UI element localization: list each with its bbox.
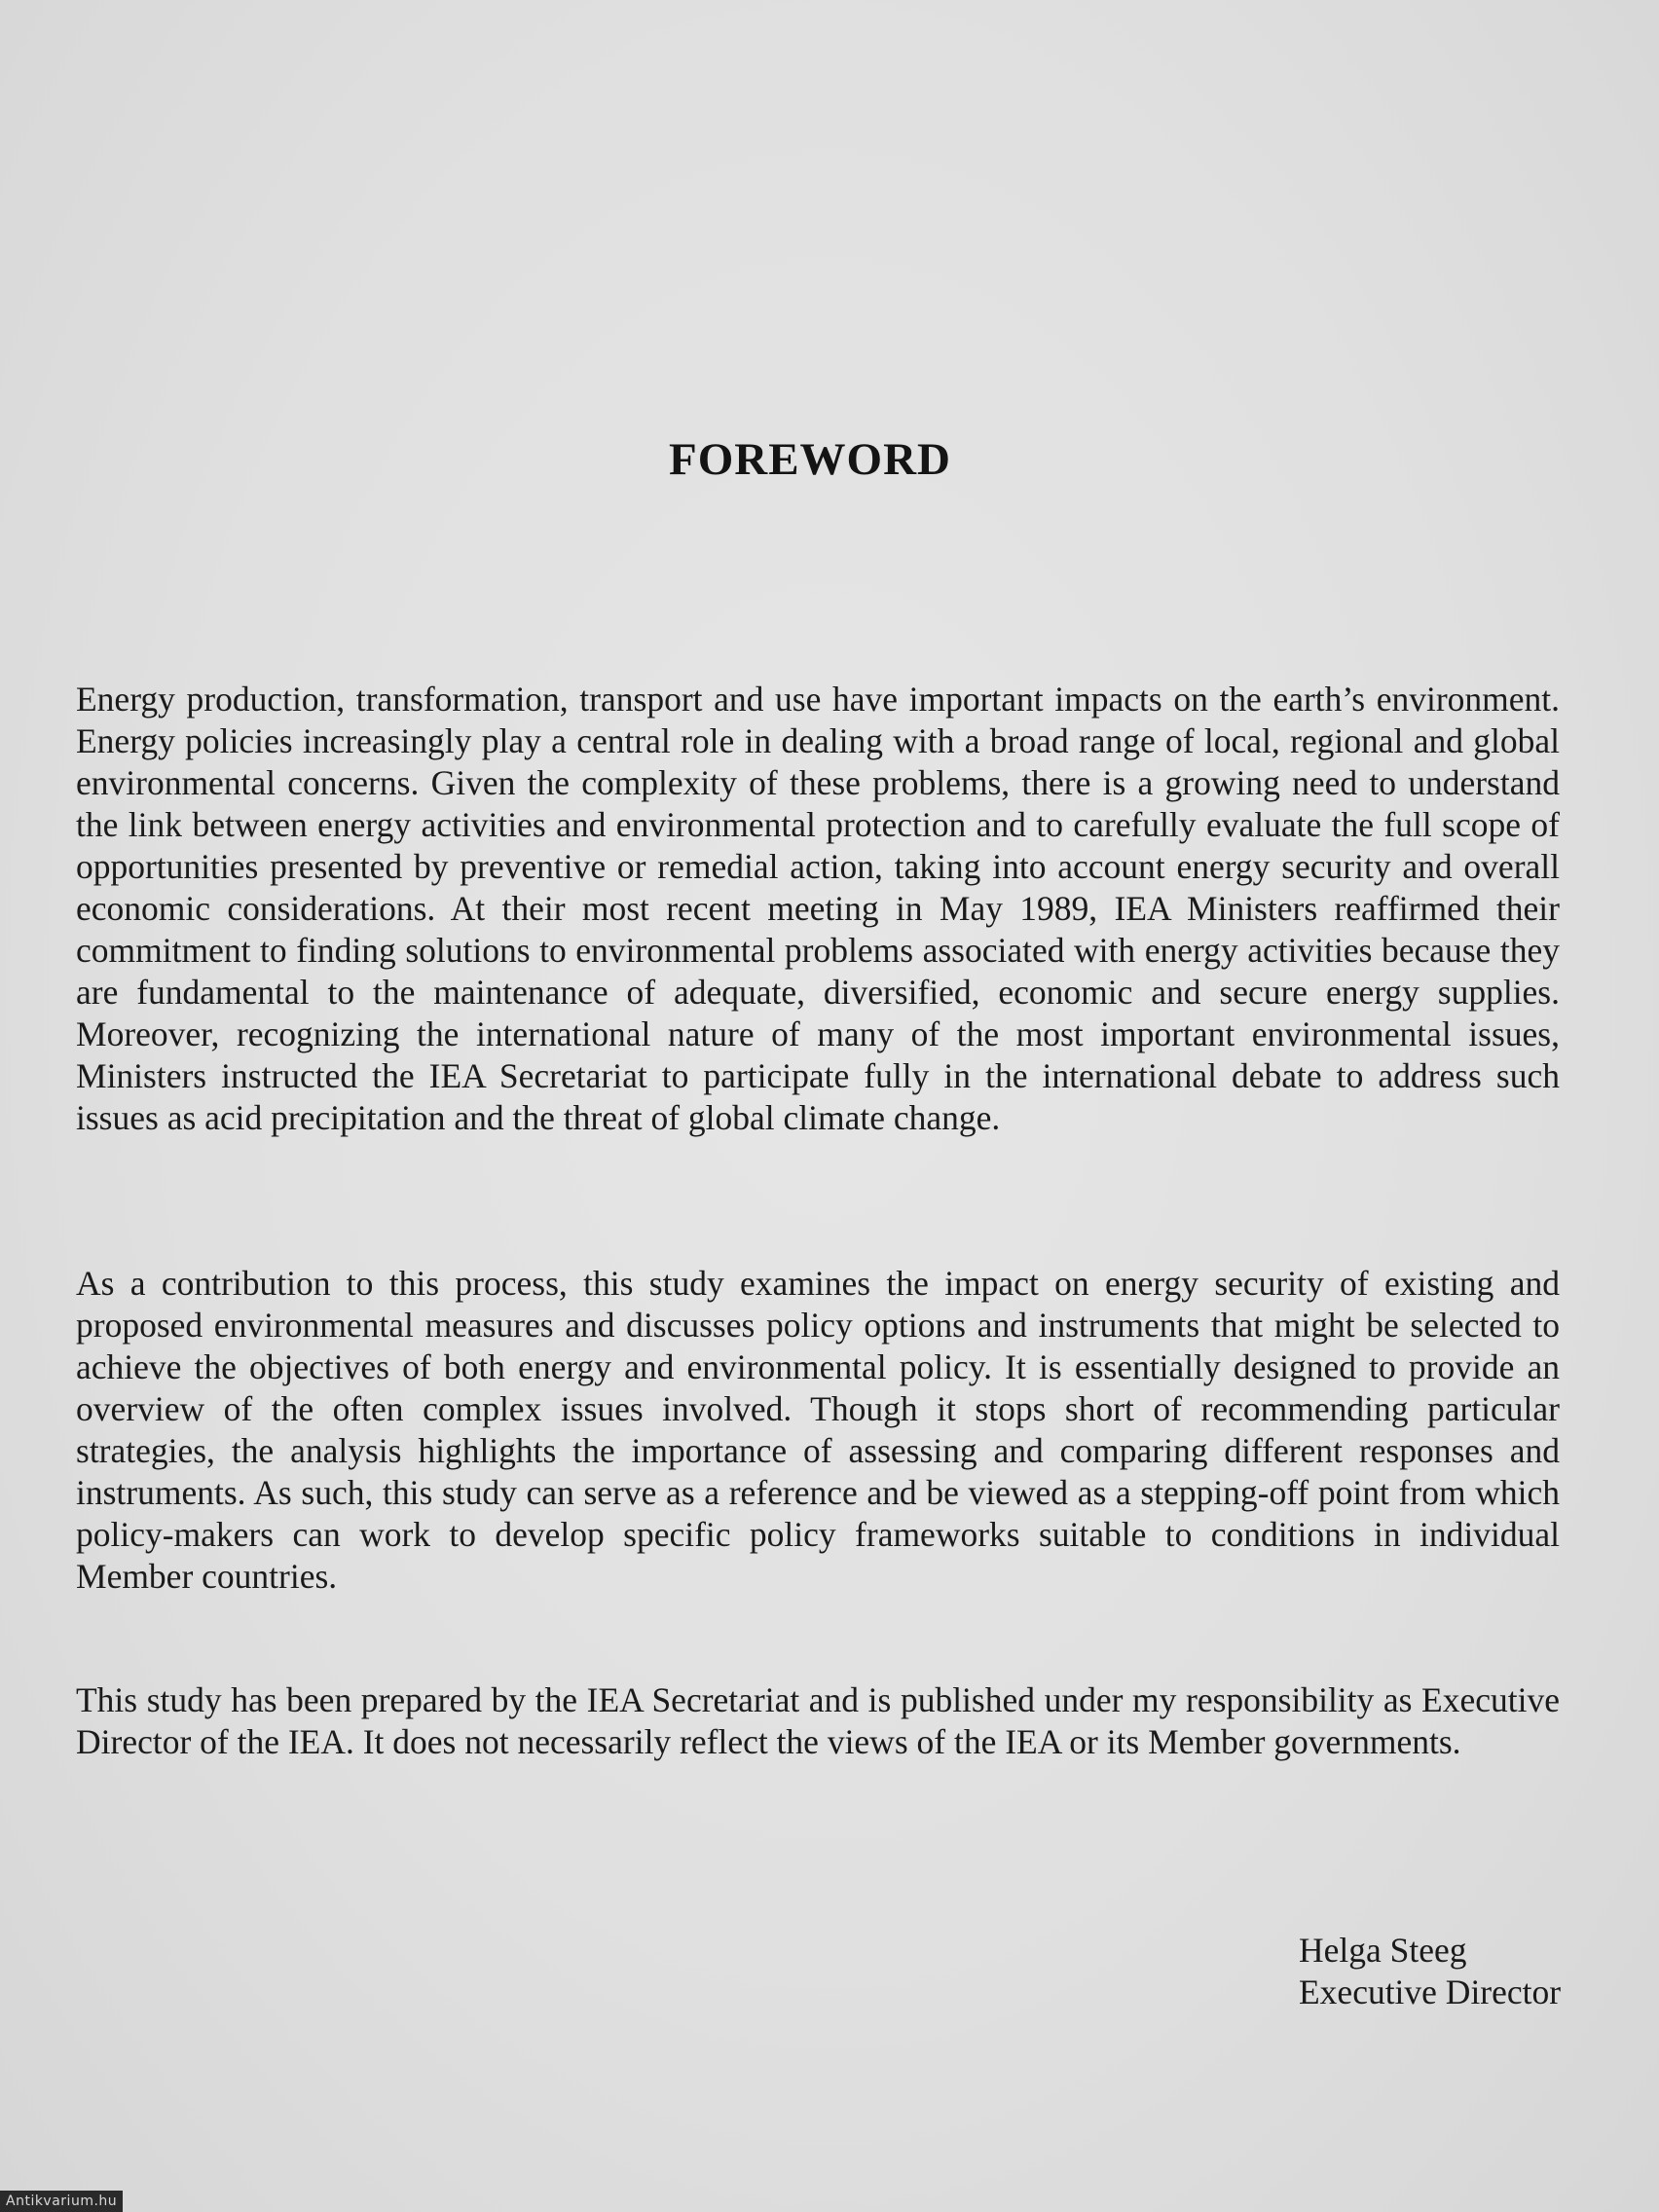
paragraph-3: This study has been prepared by the IEA Secretariat and is published under my responsibility as Executive Director of the IEA. It does not necessarily reflect the views of the IEA or its Member governments. xyxy=(76,1680,1560,1761)
page-title: FOREWORD xyxy=(669,434,951,485)
signature-block xyxy=(1299,1930,1561,2013)
signature-role: Executive Director xyxy=(1299,1972,1562,2011)
signature-name: Helga Steeg xyxy=(1299,1931,1467,1970)
paragraph-2: As a contribution to this process, this study examines the impact on energy security of existing and proposed environmental measures and discusses policy options and instruments that might be selected to achieve the objectives of both energy and environmental policy. It is essentially designed to provide an overview of the often complex issues involved. Though it stops short of recommending particular strategies, the analysis highlights the importance of assessing and comparing different responses and instruments. As such, this study can serve as a reference and be viewed as a stepping-off point from which policy-makers can work to develop specific policy frameworks suitable to conditions in individual Member countries. xyxy=(76,1264,1560,1596)
watermark: Antikvarium.hu xyxy=(0,2191,123,2212)
paragraph-1: Energy production, transformation, transport and use have important impacts on the earth’s environment. Energy policies increasingly play a central role in dealing with a broad range of local, regional and global environmental concerns. Given the complexity of these problems, there is a growing need to understand the link between energy activities and environmental protection and to carefully evaluate the full scope of opportunities presented by preventive or remedial action, taking into account energy security and overall economic considerations. At their most recent meeting in May 1989, IEA Ministers reaffirmed their commitment to finding solutions to environmental problems associated with energy activities because they are fundamental to the maintenance of adequate, diversified, economic and secure energy supplies. Moreover, recognizing the international nature of many of the most important environmental issues, Ministers instructed the IEA Secretariat to participate fully in the international debate to address such issues as acid precipitation and the threat of global climate change. xyxy=(76,680,1560,1137)
